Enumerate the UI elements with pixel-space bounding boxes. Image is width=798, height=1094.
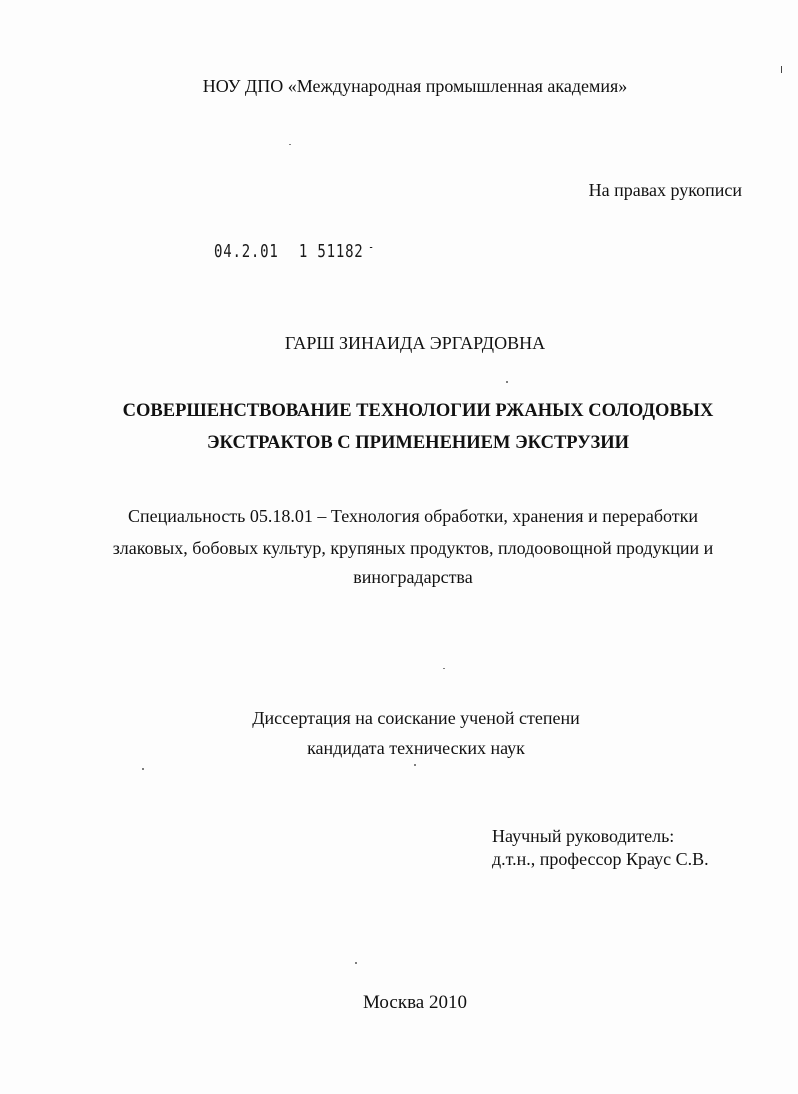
stamp-number: 1 51182	[298, 241, 364, 262]
scan-speck	[142, 768, 144, 770]
title-line-2: ЭКСТРАКТОВ С ПРИМЕНЕНИЕМ ЭКСТРУЗИИ	[206, 433, 630, 453]
dissertation-line-1: Диссертация на соискание ученой степени	[252, 708, 580, 728]
scan-mark	[781, 66, 782, 73]
scan-speck	[289, 144, 291, 145]
city-year: Москва 2010	[363, 992, 467, 1013]
scan-speck	[414, 764, 416, 766]
institution-name: НОУ ДПО «Международная промышленная академия»	[202, 76, 628, 96]
library-stamp	[214, 236, 375, 263]
supervisor-name: д.т.н., профессор Краус С.В.	[492, 849, 709, 869]
specialty-line-2: злаковых, бобовых культур, крупяных продуктов, плодоовощной продукции и	[112, 538, 714, 558]
dissertation-line-2: кандидата технических наук	[307, 738, 525, 758]
author-name: ГАРШ ЗИНАИДА ЭРГАРДОВНА	[284, 333, 546, 353]
specialty-line-1: Специальность 05.18.01 – Технология обработки, хранения и переработки	[128, 506, 698, 526]
scan-speck	[355, 962, 357, 964]
stamp-dash: -	[368, 240, 375, 254]
scan-speck	[443, 668, 445, 669]
specialty-line-3: виноградарства	[353, 567, 473, 587]
title-line-1: СОВЕРШЕНСТВОВАНИЕ ТЕХНОЛОГИИ РЖАНЫХ СОЛОДОВЫХ	[122, 401, 714, 421]
rights-note: На правах рукописи	[588, 180, 742, 200]
scan-speck	[506, 381, 508, 383]
supervisor-label: Научный руководитель:	[492, 826, 675, 846]
stamp-code: 04.2.01	[214, 241, 279, 262]
